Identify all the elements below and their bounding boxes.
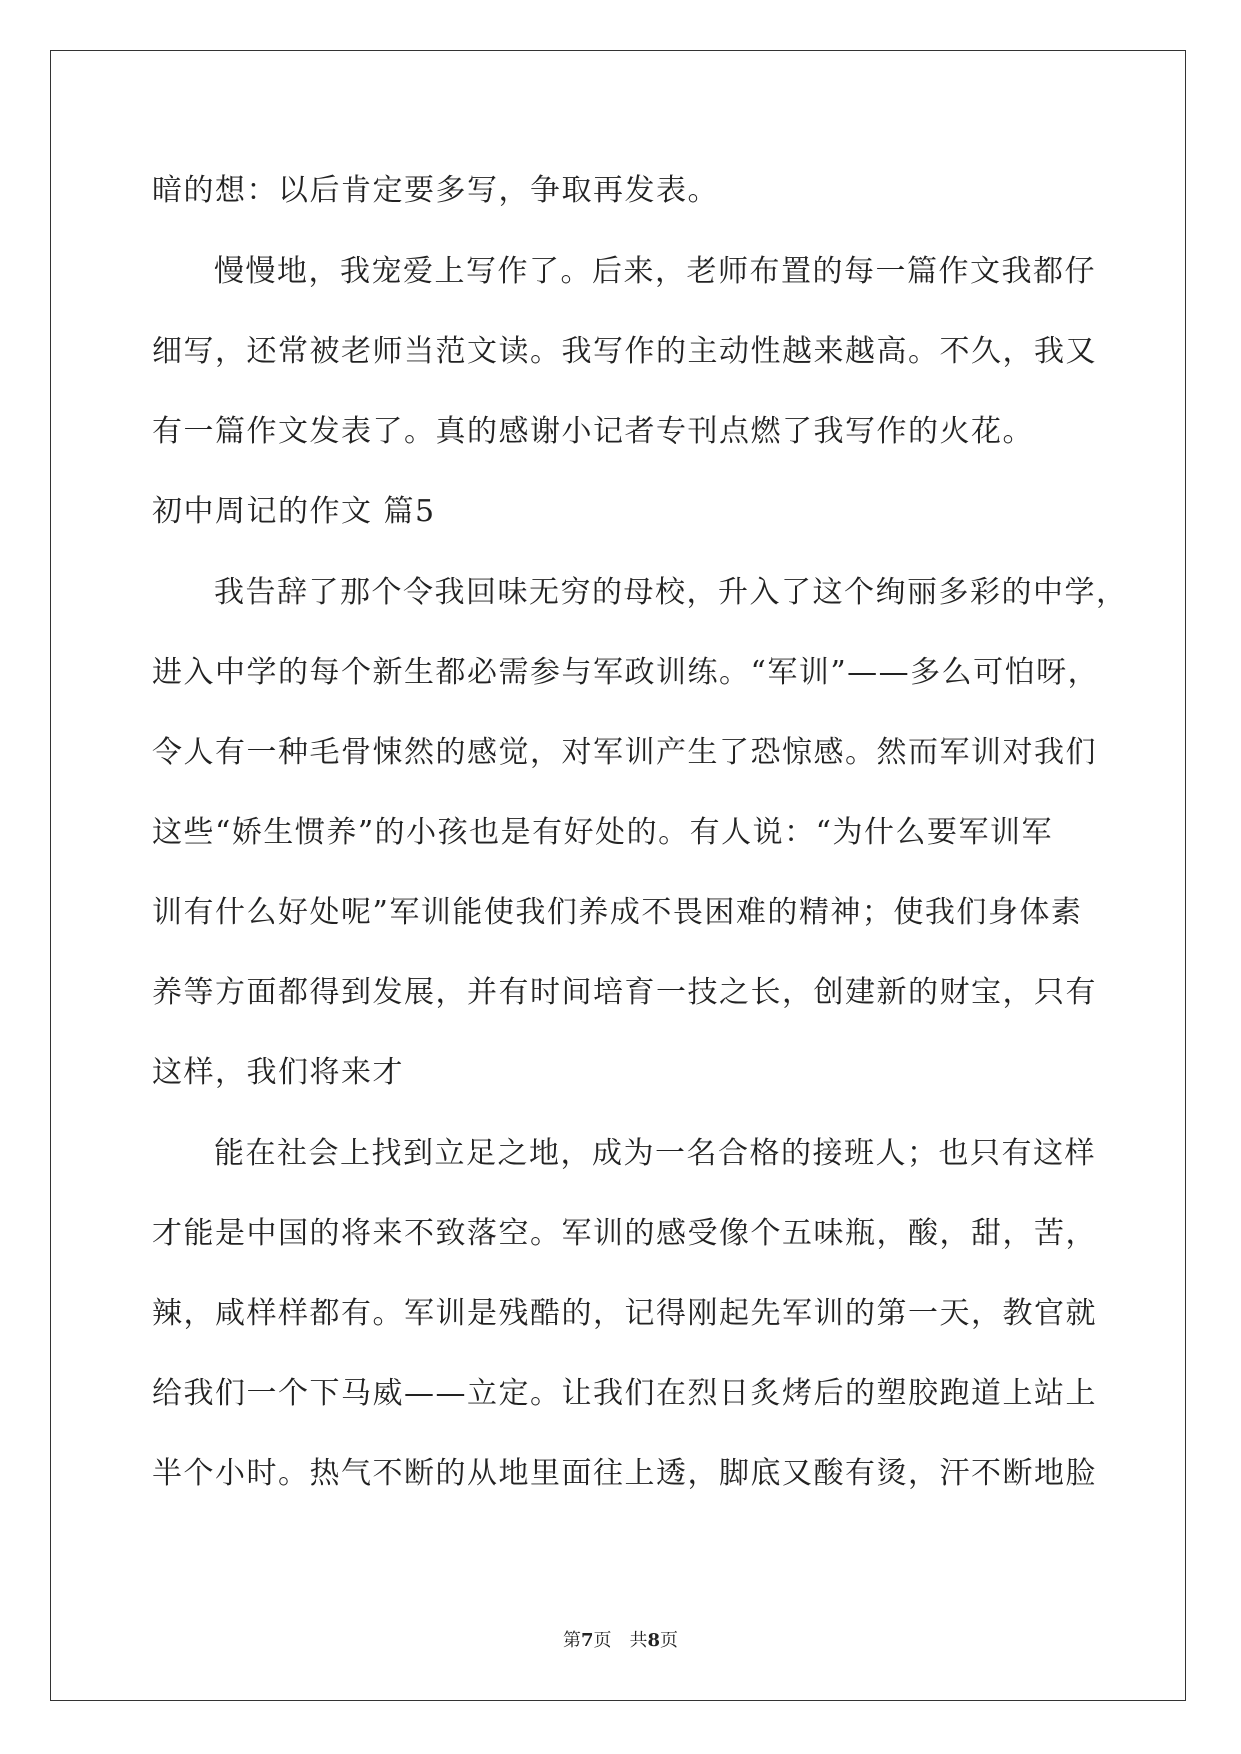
text-line: 慢慢地，我宠爱上写作了。后来，老师布置的每一篇作文我都仔 — [214, 254, 1096, 289]
text-line: 进入中学的每个新生都必需参与军政训练。“军训”——多么可怕呀， — [152, 655, 1100, 690]
page-border — [50, 50, 1186, 1701]
text-line: 才能是中国的将来不致落空。军训的感受像个五味瓶，酸，甜，苦， — [152, 1216, 1097, 1251]
footer-page-mid: 页 共 — [593, 1630, 648, 1651]
section-heading: 初中周记的作文 篇5 — [152, 494, 436, 529]
text-line: 半个小时。热气不断的从地里面往上透，脚底又酸有烫，汗不断地脸 — [152, 1456, 1097, 1491]
text-line: 能在社会上找到立足之地，成为一名合格的接班人；也只有这样 — [214, 1136, 1096, 1171]
text-line: 暗的想：以后肯定要多写，争取再发表。 — [152, 173, 719, 208]
text-line: 辣，咸样样都有。军训是残酷的，记得刚起先军训的第一天，教官就 — [152, 1296, 1097, 1331]
footer-page-suffix: 页 — [660, 1630, 679, 1651]
text-line: 养等方面都得到发展，并有时间培育一技之长，创建新的财宝，只有 — [152, 975, 1097, 1010]
text-line: 给我们一个下马威——立定。让我们在烈日炙烤后的塑胶跑道上站上 — [152, 1376, 1097, 1411]
text-line: 这样，我们将来才 — [152, 1055, 404, 1090]
footer-page-prefix: 第 — [562, 1630, 581, 1651]
text-line: 细写，还常被老师当范文读。我写作的主动性越来越高。不久，我又 — [152, 334, 1097, 369]
text-line: 我告辞了那个令我回味无穷的母校，升入了这个绚丽多彩的中学， — [214, 575, 1128, 610]
text-line: 令人有一种毛骨悚然的感觉，对军训产生了恐惊感。然而军训对我们 — [152, 735, 1097, 770]
page-footer — [0, 1626, 1241, 1652]
footer-current-page: 7 — [580, 1630, 594, 1651]
text-line: 训有什么好处呢”军训能使我们养成不畏困难的精神；使我们身体素 — [152, 895, 1083, 930]
footer-total-pages: 8 — [647, 1630, 661, 1651]
text-line: 有一篇作文发表了。真的感谢小记者专刊点燃了我写作的火花。 — [152, 414, 1034, 449]
text-line: 这些“娇生惯养”的小孩也是有好处的。有人说：“为什么要军训军 — [152, 815, 1054, 850]
